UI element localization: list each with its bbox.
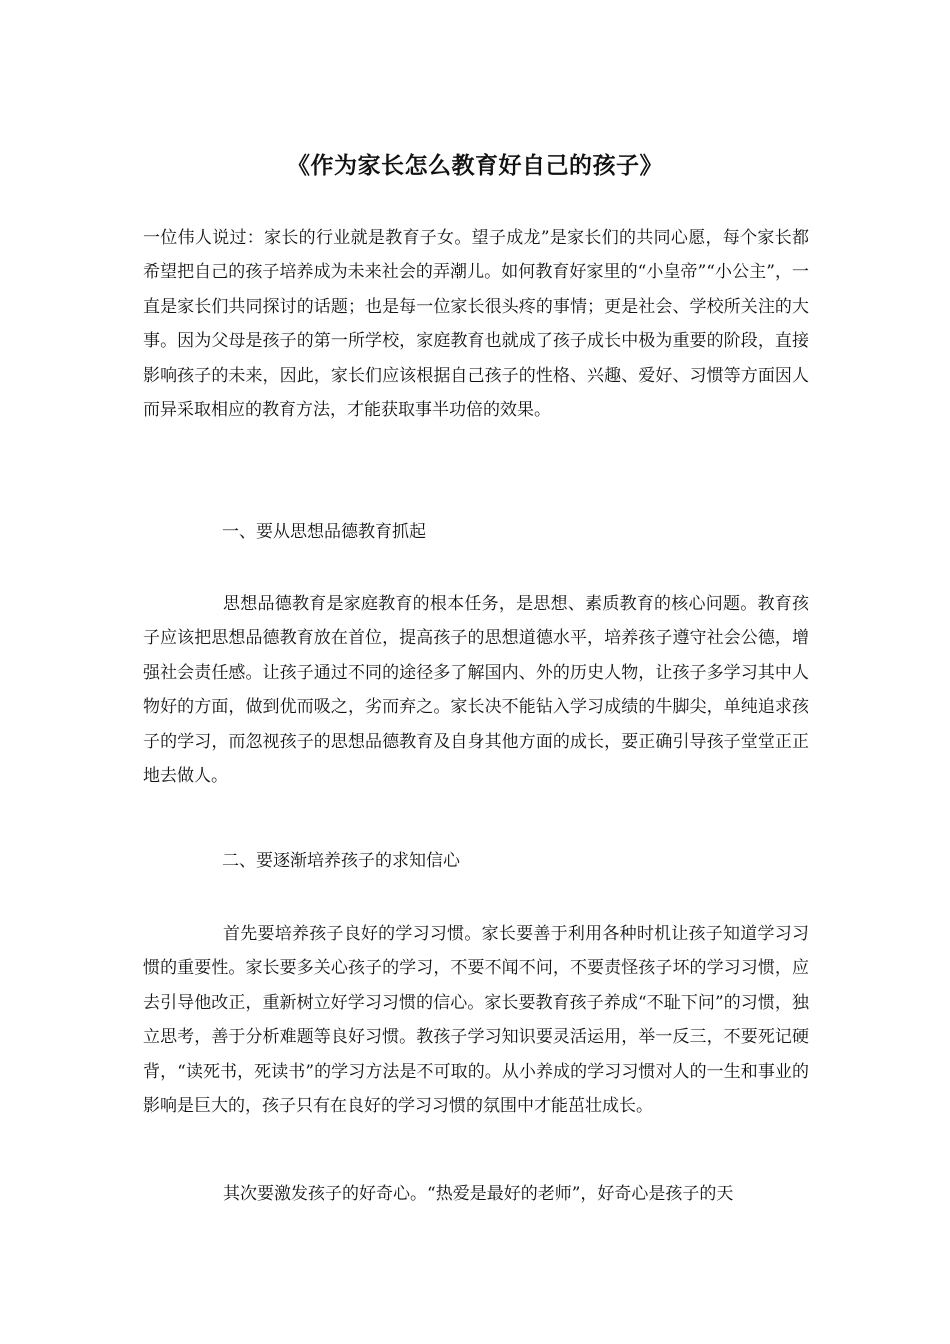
document-title: 《作为家长怎么教育好自己的孩子》 — [287, 152, 663, 180]
intro-paragraph: 一位伟人说过：家长的行业就是教育子女。望子成龙”是家长们的共同心愿，每个家长都希望把自己的孩子培养成为未来社会的弄潮儿。如何教育好家里的“小皇帝”“小公主”，一直是家长们共同探讨的话题；也是每一位家长很头疼的事情；更是社会、学校所关注的大事。因为父母是孩子的第一所学校，家庭教育也就成了孩子成长中极为重要的阶段，直接影响孩子的未来，因此，家长们应该根据自己孩子的性格、兴趣、爱好、习惯等方面因人而异采取相应的教育方法，才能获取事半功倍的效果。 — [143, 228, 809, 421]
section-heading-2: 二、要逐渐培养孩子的求知信心 — [222, 851, 460, 871]
section-heading-1: 一、要从思想品德教育抓起 — [222, 522, 426, 542]
section-2-paragraph-1: 首先要培养孩子良好的学习习惯。家长要善于利用各种时机让孩子知道学习习惯的重要性。家长要多关心孩子的学习，不要不闻不问，不要责怪孩子坏的学习习惯，应去引导他改正，重新树立好学习习惯的信心。家长要教育孩子养成“不耻下问”的习惯，独立思考，善于分析难题等良好习惯。教孩子学习知识要灵活运用，举一反三，不要死记硬背，“读死书，死读书”的学习方法是不可取的。从小养成的学习习惯对人的一生和事业的影响是巨大的，孩子只有在良好的学习习惯的氛围中才能茁壮成长。 — [143, 924, 809, 1117]
section-2-paragraph-2: 其次要激发孩子的好奇心。“热爱是最好的老师”，好奇心是孩子的天 — [223, 1184, 734, 1204]
section-1-paragraph: 思想品德教育是家庭教育的根本任务，是思想、素质教育的核心问题。教育孩子应该把思想品德教育放在首位，提高孩子的思想道德水平，培养孩子遵守社会公德，增强社会责任感。让孩子通过不同的途径多了解国内、外的历史人物，让孩子多学习其中人物好的方面，做到优而吸之，劣而弃之。家长决不能钻入学习成绩的牛脚尖，单纯追求孩子的学习，而忽视孩子的思想品德教育及自身其他方面的成长，要正确引导孩子堂堂正正地去做人。 — [143, 594, 809, 787]
